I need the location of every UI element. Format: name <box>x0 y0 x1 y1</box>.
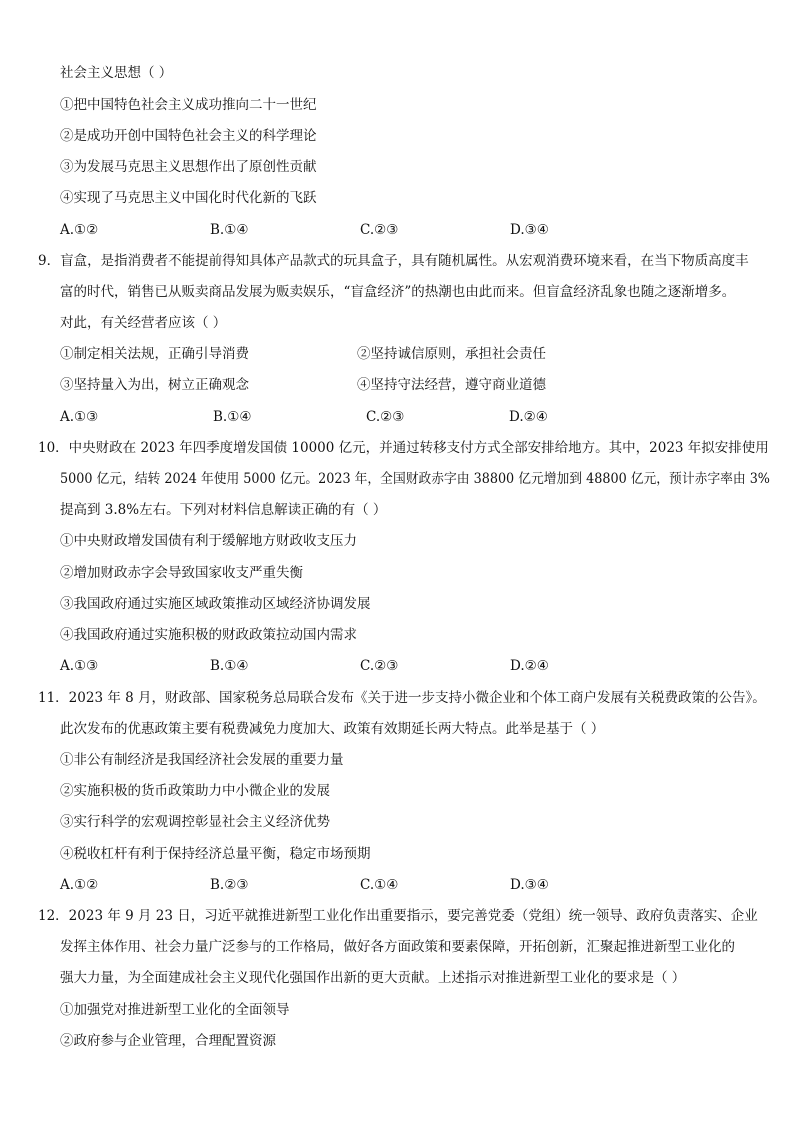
q10-item-3: ③我国政府通过实施区域政策推动区域经济协调发展 <box>60 596 371 612</box>
q9-option-c[interactable]: C.②③ <box>366 409 405 425</box>
q10-stem-line-3: 提高到 3.8%左右。下列对材料信息解读正确的有（ ） <box>60 502 387 518</box>
q11-option-c[interactable]: C.①④ <box>360 877 399 893</box>
q9-stem-line-2: 富的时代，销售已从贩卖商品发展为贩卖娱乐，“盲盒经济”的热潮也由此而来。但盲盒经济乱象也随之逐渐增多。 <box>60 284 736 300</box>
q10-option-d[interactable]: D.②④ <box>510 658 549 674</box>
q10-item-1: ①中央财政增发国债有利于缓解地方财政收支压力 <box>60 533 357 549</box>
q9-item-3: ③坚持量入为出，树立正确观念 <box>60 377 249 393</box>
q11-stem-line-2: 此次发布的优惠政策主要有税费减免力度加大、政策有效期延长两大特点。此举是基于（ ） <box>60 721 605 737</box>
q8-item-2: ②是成功开创中国特色社会主义的科学理论 <box>60 128 317 144</box>
q10-option-c[interactable]: C.②③ <box>360 658 399 674</box>
q10-stem-line-2: 5000 亿元，结转 2024 年使用 5000 亿元。2023 年，全国财政赤字由 38800 亿元增加到 48800 亿元，预计赤字率由 3% <box>60 471 770 487</box>
q10-item-2: ②增加财政赤字会导致国家收支严重失衡 <box>60 565 303 581</box>
q9-stem-line-1: 9．盲盒，是指消费者不能提前得知具体产品款式的玩具盒子，具有随机属性。从宏观消费环境来看，在当下物质高度丰 <box>38 253 749 269</box>
q9-option-b[interactable]: B.①④ <box>213 409 252 425</box>
q10-stem-line-1: 10．中央财政在 2023 年四季度增发国债 10000 亿元，并通过转移支付方式全部安排给地方。其中，2023 年拟安排使用 <box>38 440 769 456</box>
q9-item-1: ①制定相关法规，正确引导消费 <box>60 346 249 362</box>
q10-option-a[interactable]: A.①③ <box>60 658 99 674</box>
q11-stem-line-1: 11．2023 年 8 月，财政部、国家税务总局联合发布《关于进一步支持小微企业和个体工商户发展有关税费政策的公告》。 <box>38 690 766 706</box>
q9-stem-line-3: 对此，有关经营者应该（ ） <box>60 315 227 331</box>
q12-stem-line-1: 12．2023 年 9 月 23 日，习近平就推进新型工业化作出重要指示，要完善党委（党组）统一领导、政府负责落实、企业 <box>38 908 758 924</box>
q12-stem-line-2: 发挥主体作用、社会力量广泛参与的工作格局，做好各方面政策和要素保障，开拓创新，汇聚起推进新型工业化的 <box>60 939 735 955</box>
q11-option-d[interactable]: D.③④ <box>510 877 549 893</box>
q11-item-3: ③实行科学的宏观调控彰显社会主义经济优势 <box>60 814 330 830</box>
q11-item-1: ①非公有制经济是我国经济社会发展的重要力量 <box>60 752 344 768</box>
q8-item-4: ④实现了马克思主义中国化时代化新的飞跃 <box>60 190 317 206</box>
q10-option-b[interactable]: B.①④ <box>210 658 249 674</box>
q8-option-b[interactable]: B.①④ <box>210 222 249 238</box>
q11-item-2: ②实施积极的货币政策助力中小微企业的发展 <box>60 783 330 799</box>
q9-item-4: ④坚持守法经营，遵守商业道德 <box>357 377 546 393</box>
q8-option-d[interactable]: D.③④ <box>510 222 549 238</box>
q10-item-4: ④我国政府通过实施积极的财政政策拉动国内需求 <box>60 627 357 643</box>
q8-option-c[interactable]: C.②③ <box>360 222 399 238</box>
q9-option-d[interactable]: D.②④ <box>509 409 548 425</box>
q11-item-4: ④税收杠杆有利于保持经济总量平衡，稳定市场预期 <box>60 846 371 862</box>
q12-item-2: ②政府参与企业管理，合理配置资源 <box>60 1033 276 1049</box>
q12-stem-line-3: 强大力量，为全面建成社会主义现代化强国作出新的更大贡献。上述指示对推进新型工业化的要求是（ ） <box>60 970 686 986</box>
q8-item-3: ③为发展马克思主义思想作出了原创性贡献 <box>60 159 317 175</box>
q11-option-b[interactable]: B.②③ <box>210 877 249 893</box>
q12-item-1: ①加强党对推进新型工业化的全面领导 <box>60 1002 290 1018</box>
q9-option-a[interactable]: A.①③ <box>60 409 99 425</box>
q11-option-a[interactable]: A.①② <box>60 877 99 893</box>
q8-option-a[interactable]: A.①② <box>60 222 99 238</box>
q9-item-2: ②坚持诚信原则，承担社会责任 <box>357 346 546 362</box>
q8-stem-end: 社会主义思想（ ） <box>60 65 173 81</box>
q8-item-1: ①把中国特色社会主义成功推向二十一世纪 <box>60 97 317 113</box>
